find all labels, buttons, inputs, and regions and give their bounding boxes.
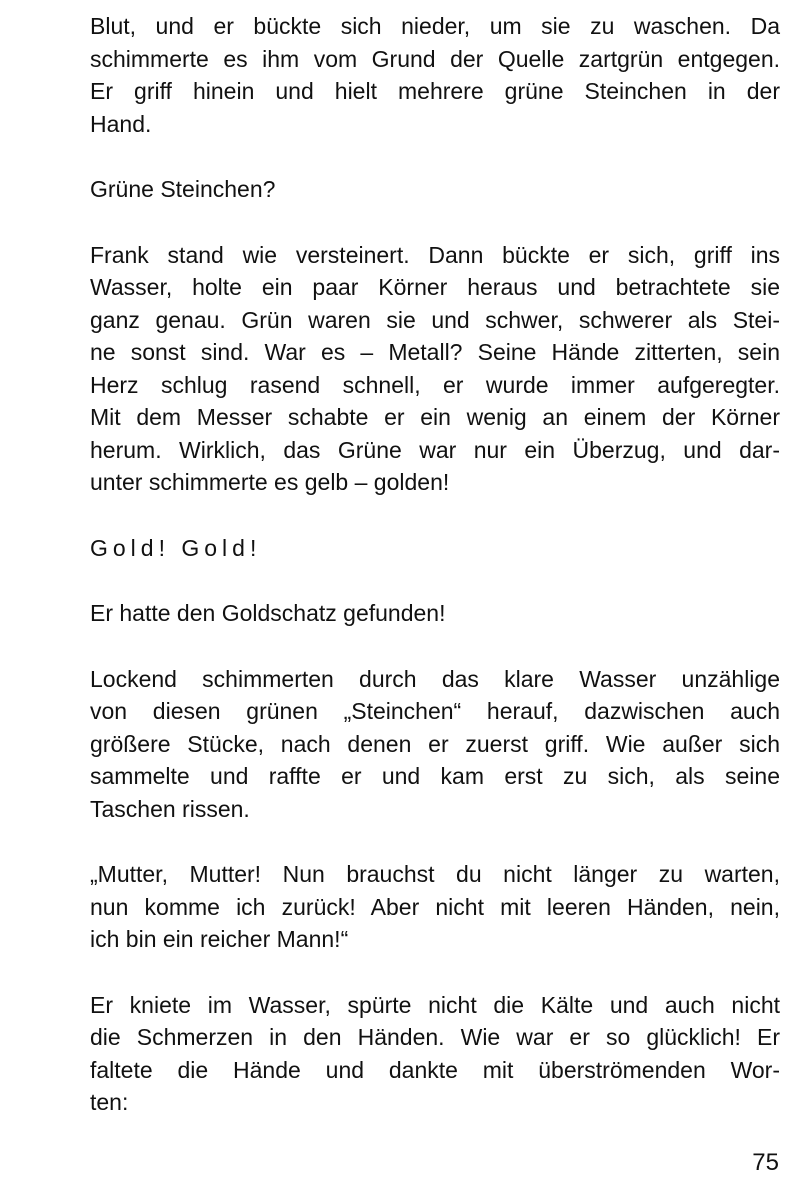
text-line: Er kniete im Wasser, spürte nicht die Kälte und auch nicht	[90, 991, 780, 1018]
text-line: Wasser, holte ein paar Körner heraus und betrachtete sie	[90, 274, 780, 300]
text-line: Grüne Steinchen?	[90, 176, 276, 202]
text-line: Frank stand wie versteinert. Dann bückte er sich, griff ins	[90, 241, 780, 268]
body-text	[90, 10, 780, 1152]
text-line: ne sonst sind. War es – Metall? Seine Hände zitterten, sein	[90, 339, 780, 365]
text-line: Blut, und er bückte sich nieder, um sie zu waschen. Da	[90, 13, 780, 39]
text-line: ich bin ein reicher Mann!“	[90, 926, 349, 952]
text-line: schimmerte es ihm vom Grund der Quelle zartgrün entgegen.	[90, 45, 780, 72]
text-line: Er hatte den Goldschatz gefunden!	[90, 600, 446, 626]
text-line: „Mutter, Mutter! Nun brauchst du nicht länger zu warten,	[90, 861, 780, 887]
text-line: unter schimmerte es gelb – golden!	[90, 469, 450, 495]
text-line: die Schmerzen in den Händen. Wie war er so glücklich! Er	[90, 1024, 780, 1050]
text-line: nun komme ich zurück! Aber nicht mit leeren Händen, nein,	[90, 893, 780, 920]
paragraph	[90, 597, 780, 630]
text-line: faltete die Hände und dankte mit überströmenden Wor-	[90, 1056, 780, 1083]
text-line: ganz genau. Grün waren sie und schwer, schwerer als Stei-	[90, 306, 780, 333]
text-line: von diesen grünen „Steinchen“ herauf, dazwischen auch	[90, 698, 780, 724]
text-line: herum. Wirklich, das Grüne war nur ein Überzug, und dar-	[90, 436, 780, 463]
text-line: Mit dem Messer schabte er ein wenig an einem der Körner	[90, 404, 780, 430]
paragraph	[90, 989, 780, 1119]
text-line: Lockend schimmerten durch das klare Wasser unzählige	[90, 665, 780, 692]
text-line: größere Stücke, nach denen er zuerst griff. Wie außer sich	[90, 730, 780, 757]
paragraph	[90, 532, 780, 565]
paragraph	[90, 663, 780, 826]
paragraph	[90, 239, 780, 499]
text-line: ten:	[90, 1089, 129, 1115]
paragraph	[90, 173, 780, 206]
text-line: Herz schlug rasend schnell, er wurde immer aufgeregter.	[90, 371, 780, 398]
text-line: Hand.	[90, 110, 152, 137]
text-line: Gold! Gold!	[90, 534, 262, 561]
page-number: 75	[752, 1149, 779, 1176]
paragraph	[90, 858, 780, 956]
text-line: sammelte und raffte er und kam erst zu sich, als seine	[90, 763, 780, 789]
text-line: Taschen rissen.	[90, 795, 250, 822]
text-line: Er griff hinein und hielt mehrere grüne Steinchen in der	[90, 78, 780, 104]
paragraph	[90, 10, 780, 140]
